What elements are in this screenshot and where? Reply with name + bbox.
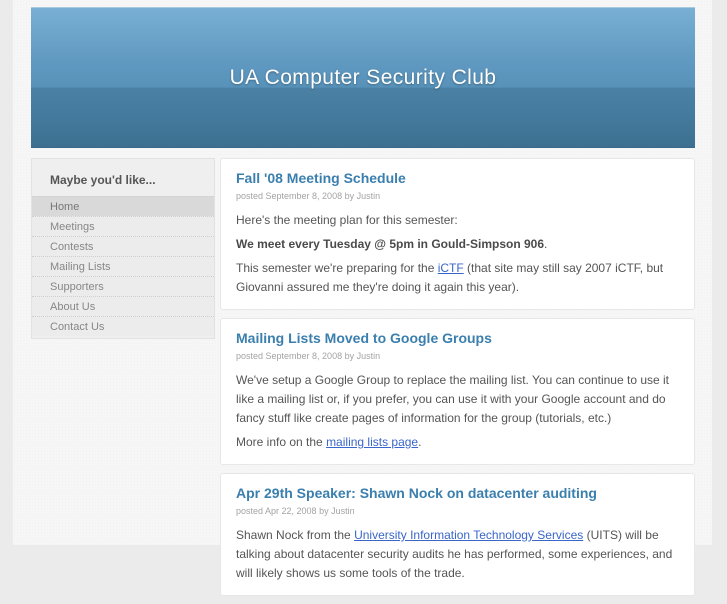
- post-card: [220, 158, 695, 310]
- sidebar-item-contests[interactable]: Contests: [32, 236, 214, 256]
- site-wrapper: [13, 0, 712, 580]
- sidebar: [31, 158, 215, 339]
- post-card: [220, 473, 695, 596]
- inline-link-uits[interactable]: University Information Technology Services: [354, 528, 584, 542]
- sidebar-item-contact-us[interactable]: Contact Us: [32, 316, 214, 336]
- post-title-link[interactable]: Apr 29th Speaker: Shawn Nock on datacenter auditing: [236, 485, 597, 501]
- text-run: We've setup a Google Group to replace the mailing list. You can continue to use it like a mailing list or, if you prefer, you can use it with your Google account and do fancy stuff like create pages of information for the group (tutorials, etc.): [236, 373, 670, 425]
- text-run: .: [544, 237, 548, 251]
- sidebar-heading: Maybe you'd like...: [50, 173, 156, 187]
- text-run: This semester we're preparing for the: [236, 261, 438, 275]
- site-title[interactable]: UA Computer Security Club: [229, 65, 497, 89]
- text-run: .: [418, 435, 422, 449]
- text-run: (that site may still say 2007 iCTF, but Giovanni assured me they're doing it again this year).: [236, 261, 664, 294]
- post-meta: posted Apr 22, 2008 by Justin: [236, 506, 355, 516]
- post-paragraph: [236, 433, 678, 452]
- posts-column: [220, 158, 695, 604]
- sidebar-menu: [32, 196, 214, 336]
- sidebar-item-home[interactable]: Home: [32, 196, 214, 216]
- post-paragraph: [236, 526, 678, 583]
- post-paragraph: [236, 235, 678, 254]
- text-run: Here's the meeting plan for this semester:: [236, 213, 458, 227]
- text-run-bold: We meet every Tuesday @ 5pm in Gould-Simpson 906: [236, 237, 545, 251]
- text-run: Shawn Nock from the: [236, 528, 355, 542]
- post-meta: posted September 8, 2008 by Justin: [236, 351, 381, 361]
- site-header: [31, 7, 695, 148]
- post-paragraph: [236, 211, 678, 230]
- post-meta: posted September 8, 2008 by Justin: [236, 191, 381, 201]
- sidebar-item-supporters[interactable]: Supporters: [32, 276, 214, 296]
- post-card: [220, 318, 695, 465]
- text-run: More info on the: [236, 435, 327, 449]
- sidebar-item-meetings[interactable]: Meetings: [32, 216, 214, 236]
- inline-link-ictf[interactable]: iCTF: [437, 261, 464, 275]
- sidebar-item-about-us[interactable]: About Us: [32, 296, 214, 316]
- inline-link-mailing-lists-page[interactable]: mailing lists page: [326, 435, 419, 449]
- post-paragraph: [236, 371, 678, 428]
- post-title-link[interactable]: Mailing Lists Moved to Google Groups: [236, 330, 492, 346]
- content-row: [31, 158, 695, 604]
- text-run: (UITS) will be talking about datacenter security audits he has performed, some experiences, and will likely shows us some tools of the trade.: [236, 528, 673, 580]
- post-paragraph: [236, 259, 678, 297]
- sidebar-item-mailing-lists[interactable]: Mailing Lists: [32, 256, 214, 276]
- post-title-link[interactable]: Fall '08 Meeting Schedule: [236, 170, 406, 186]
